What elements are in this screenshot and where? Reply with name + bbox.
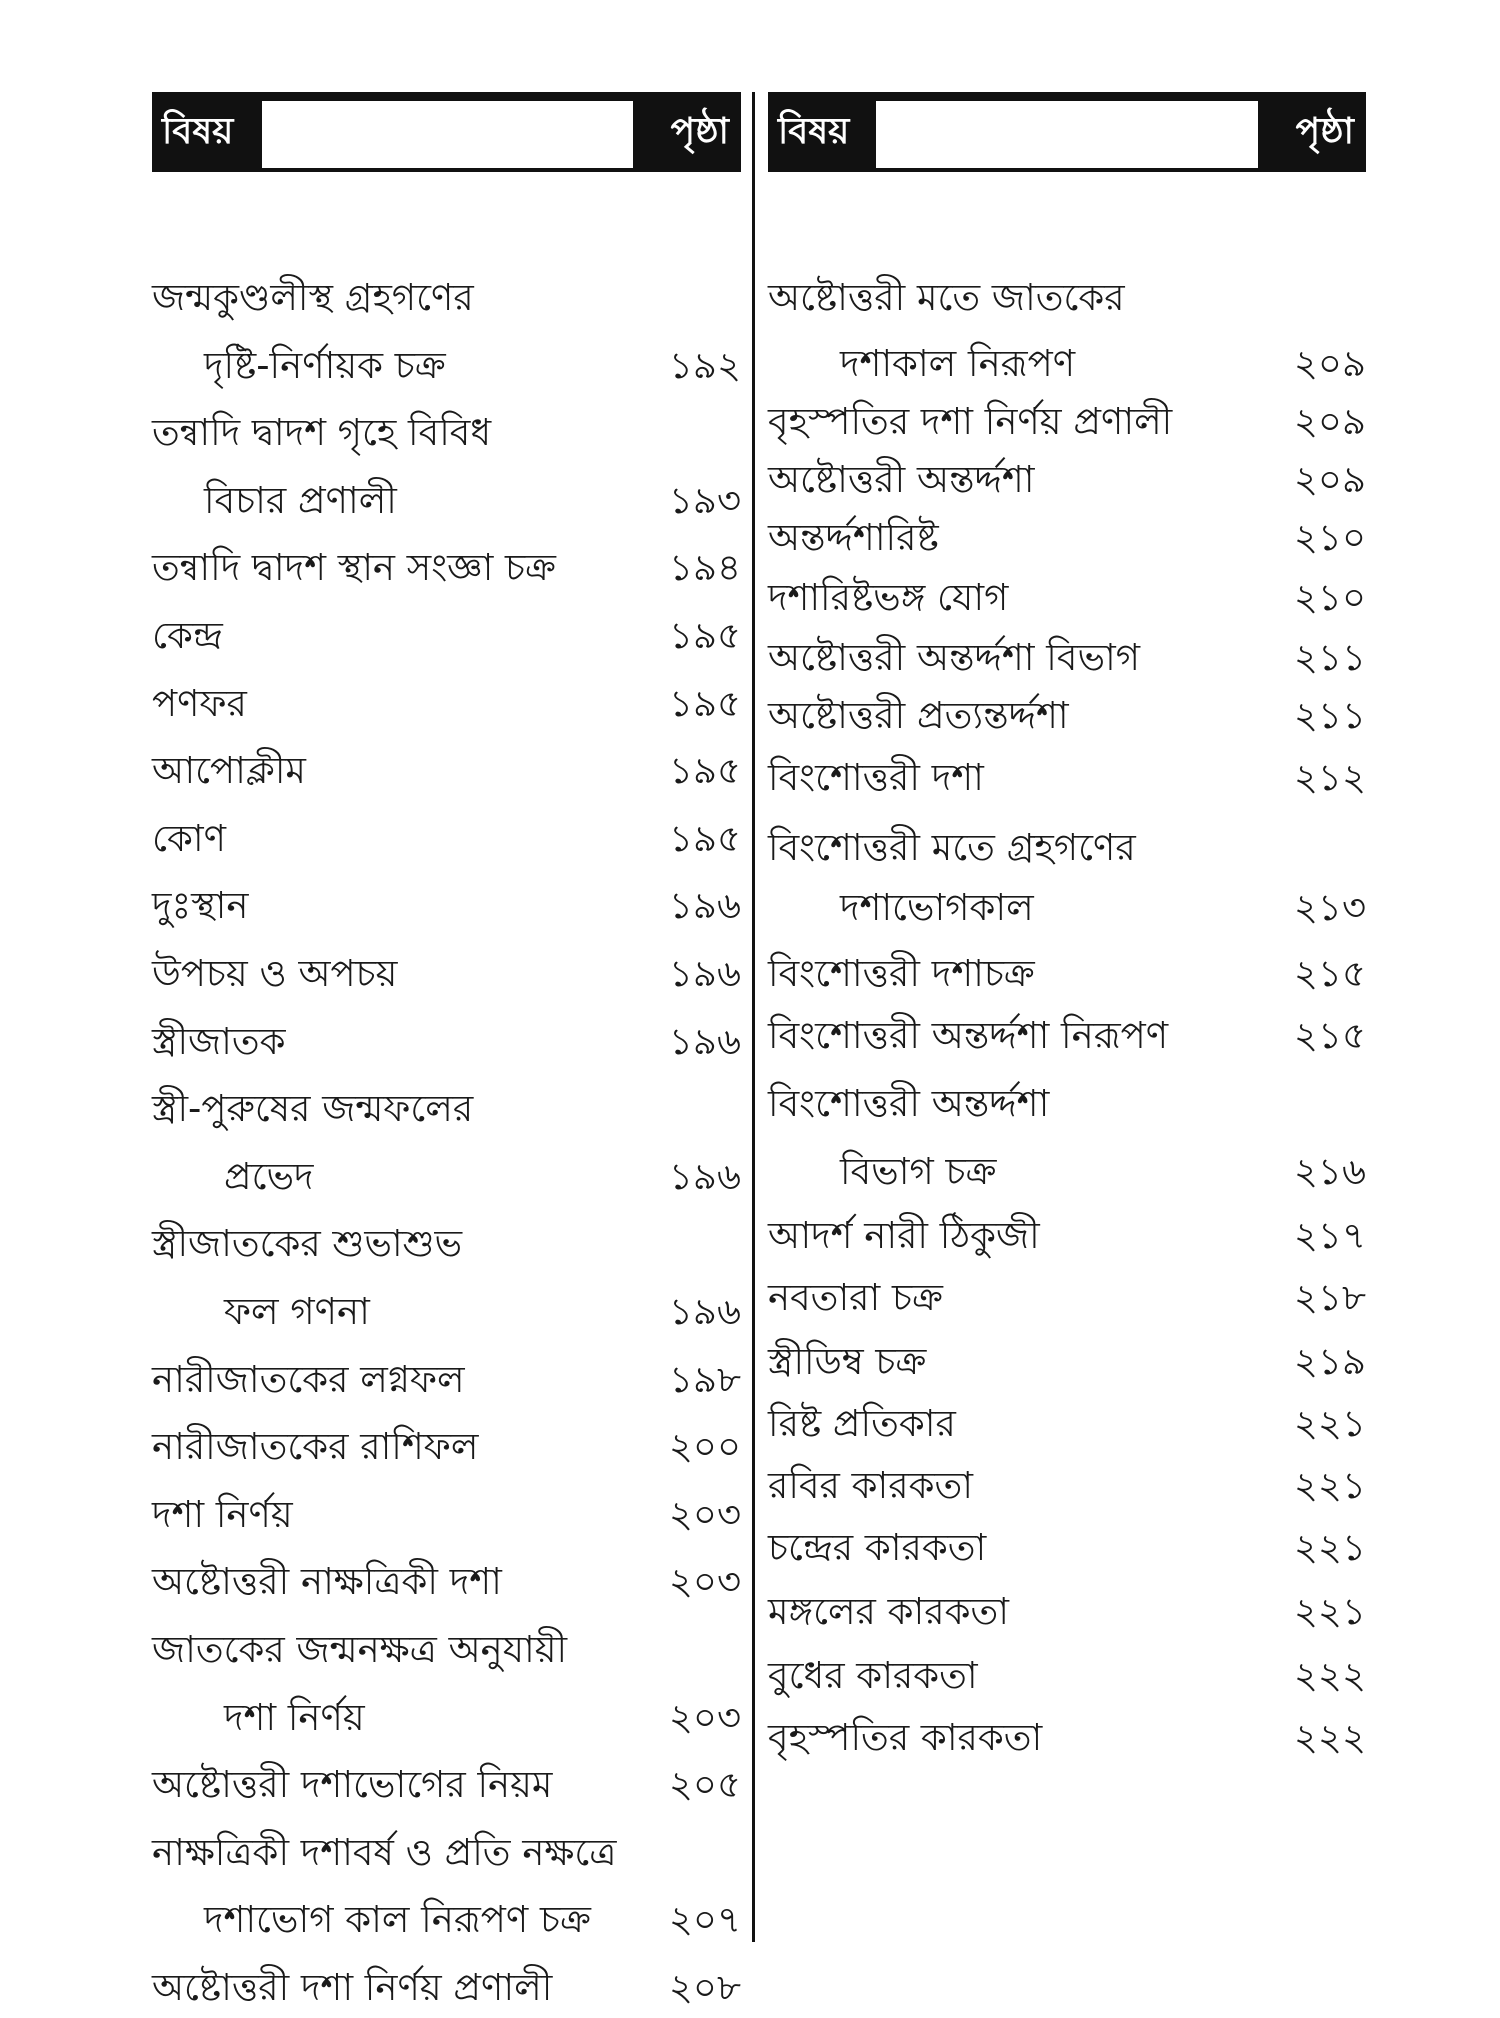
toc-entry — [152, 1890, 741, 1950]
toc-entry-page: ২০৭ — [668, 1898, 741, 1942]
toc-entry-title: বিংশোত্তরী দশা — [768, 756, 984, 799]
toc-entry — [152, 1620, 741, 1680]
toc-entry-title: দশাকাল নিরূপণ — [840, 342, 1076, 385]
toc-entry-title: রিষ্ট প্রতিকার — [768, 1402, 956, 1445]
toc-entry-page: ২১১ — [1293, 694, 1366, 737]
toc-entry — [768, 392, 1366, 452]
toc-entry-title: কেন্দ্র — [152, 614, 223, 657]
toc-entry — [152, 1823, 741, 1883]
toc-entry — [152, 403, 741, 463]
toc-header-right — [768, 92, 1366, 172]
toc-entry-page: ২১০ — [1293, 516, 1366, 559]
toc-entry-title: পণফর — [152, 681, 247, 725]
toc-entry-title: বৃহস্পতির কারকতা — [768, 1716, 1043, 1759]
toc-entry-title: অন্তর্দ্দশারিষ্ট — [768, 516, 939, 559]
toc-entry-title: অষ্টোত্তরী অন্তর্দ্দশা — [768, 458, 1035, 501]
toc-entry — [768, 1394, 1366, 1454]
toc-entry-title: বিভাগ চক্র — [840, 1150, 997, 1193]
subject-heading: বিষয় — [778, 111, 850, 152]
toc-entry — [152, 674, 741, 734]
toc-entry — [152, 1417, 741, 1477]
toc-entry — [768, 1268, 1366, 1328]
toc-entry-title: স্ত্রীজাতকের শুভাশুভ — [152, 1222, 463, 1266]
toc-entry-title: নবতারা চক্র — [768, 1276, 943, 1319]
toc-entry-page: ২০৩ — [668, 1695, 741, 1739]
toc-entry-title: বিচার প্রণালী — [204, 478, 397, 522]
toc-entry-page: ১৯৫ — [668, 749, 741, 793]
toc-entry — [768, 686, 1366, 746]
toc-entry-page: ১৯৮ — [668, 1357, 741, 1401]
toc-entry-title: দৃষ্টি-নির্ণায়ক চক্র — [204, 343, 446, 387]
toc-entry-title: নারীজাতকের রাশিফল — [152, 1425, 479, 1469]
toc-entry-title: তন্বাদি দ্বাদশ স্থান সংজ্ঞা চক্র — [152, 546, 556, 590]
toc-entry — [152, 1282, 741, 1342]
toc-entry-title: নারীজাতকের লগ্নফল — [152, 1357, 465, 1401]
toc-entry-page: ২১৫ — [1293, 1014, 1366, 1057]
toc-entry — [152, 1688, 741, 1748]
toc-entry-title: অষ্টোত্তরী দশা নির্ণয় প্রণালী — [152, 1966, 553, 2009]
toc-entry-title: অষ্টোত্তরী অন্তর্দ্দশা বিভাগ — [768, 636, 1141, 679]
toc-entry-page: ১৯৩ — [668, 478, 741, 522]
toc-entry-page: ২২১ — [1293, 1590, 1366, 1633]
toc-entry-title: দশা নির্ণয় — [152, 1492, 293, 1536]
toc-entry — [152, 1552, 741, 1612]
toc-entry-title: উপচয় ও অপচয় — [152, 952, 398, 995]
header-blank-box — [262, 101, 636, 168]
toc-entry-page: ২০৯ — [1293, 342, 1366, 385]
toc-entry-page: ২১৫ — [1293, 952, 1366, 995]
toc-entry — [152, 471, 741, 531]
toc-entry-title: বিংশোত্তরী মতে গ্রহগণের — [768, 826, 1136, 869]
toc-entry-title: বুধের কারকতা — [768, 1654, 978, 1697]
toc-entry-page: ২১৩ — [1293, 886, 1366, 929]
toc-entry — [768, 748, 1366, 808]
toc-entry — [152, 1214, 741, 1274]
toc-entry-page: ১৯৬ — [668, 884, 741, 928]
toc-entry — [152, 741, 741, 801]
toc-entry-page: ২০৯ — [1293, 458, 1366, 501]
toc-entry-page: ২২১ — [1293, 1526, 1366, 1569]
toc-entry-title: কোণ — [152, 816, 227, 860]
toc-entry-title: মঙ্গলের কারকতা — [768, 1590, 1009, 1633]
toc-entry-title: ফল গণনা — [224, 1290, 370, 1333]
toc-entry-title: রবির কারকতা — [768, 1464, 973, 1507]
toc-entry — [768, 1518, 1366, 1578]
toc-entry — [152, 1350, 741, 1410]
toc-entry-title: প্রভেদ — [224, 1154, 314, 1198]
toc-entry — [152, 538, 741, 598]
toc-entry-page: ২০৫ — [668, 1763, 741, 1807]
toc-entry — [768, 1142, 1366, 1202]
toc-entry-title: তন্বাদি দ্বাদশ গৃহে বিবিধ — [152, 411, 492, 455]
toc-entry — [768, 1646, 1366, 1706]
toc-entry — [768, 1332, 1366, 1392]
header-blank-box — [876, 101, 1261, 168]
toc-entry-page: ১৯৫ — [668, 614, 741, 657]
toc-entry-page: ২২১ — [1293, 1402, 1366, 1445]
toc-entry-page: ১৯৬ — [668, 1154, 741, 1198]
toc-entry — [152, 336, 741, 396]
toc-entry — [152, 1485, 741, 1545]
toc-entry — [768, 268, 1366, 328]
toc-entry — [768, 1582, 1366, 1642]
toc-entry — [152, 1012, 741, 1072]
toc-entry-title: নাক্ষত্রিকী দশাবর্ষ ও প্রতি নক্ষত্রে — [152, 1830, 617, 1874]
toc-entry-page: ২০৯ — [1293, 400, 1366, 443]
toc-entry-page: ২১৬ — [1293, 1150, 1366, 1193]
toc-entry-page: ২১৮ — [1293, 1276, 1366, 1319]
toc-entry — [768, 334, 1366, 394]
toc-entry — [768, 628, 1366, 688]
toc-entry — [152, 1958, 741, 2018]
toc-entry-page: ২২২ — [1293, 1716, 1366, 1759]
toc-entry-title: দশা নির্ণয় — [224, 1695, 365, 1739]
toc-entry — [152, 809, 741, 869]
toc-entry-title: অষ্টোত্তরী নাক্ষত্রিকী দশা — [152, 1560, 502, 1604]
toc-entry-title: চন্দ্রের কারকতা — [768, 1526, 987, 1569]
toc-entry-title: বিংশোত্তরী অন্তর্দ্দশা — [768, 1082, 1050, 1125]
toc-right-column — [768, 92, 1366, 1759]
toc-entry-page: ১৯৬ — [668, 1290, 741, 1333]
toc-entry-title: অষ্টোত্তরী প্রত্যন্তর্দ্দশা — [768, 694, 1069, 737]
toc-entry-title: স্ত্রী-পুরুষের জন্মফলের — [152, 1087, 474, 1131]
column-divider — [752, 92, 755, 1942]
toc-entry-title: আপোক্লীম — [152, 749, 306, 793]
toc-entry-title: বৃহস্পতির দশা নির্ণয় প্রণালী — [768, 400, 1173, 443]
toc-entry-title: আদর্শ নারী ঠিকুজী — [768, 1214, 1040, 1257]
toc-entry-title: বিংশোত্তরী দশাচক্র — [768, 952, 1035, 995]
toc-entry — [768, 1456, 1366, 1516]
toc-entry-page: ২১৯ — [1293, 1340, 1366, 1383]
toc-entry-page: ২২১ — [1293, 1464, 1366, 1507]
toc-entry-page: ১৯৫ — [668, 681, 741, 725]
toc-entry — [768, 1006, 1366, 1066]
toc-entry-title: জন্মকুণ্ডলীস্থ গ্রহগণের — [152, 276, 474, 319]
toc-entry-page: ১৯৫ — [668, 816, 741, 860]
toc-entry — [152, 876, 741, 936]
toc-entry — [768, 1708, 1366, 1768]
toc-left-column — [152, 92, 741, 2009]
toc-entry — [768, 450, 1366, 510]
subject-heading: বিষয় — [162, 111, 234, 152]
toc-entry — [768, 1206, 1366, 1266]
toc-entry-page: ২০৮ — [668, 1966, 741, 2009]
toc-entry — [768, 508, 1366, 568]
toc-entry-page: ২১২ — [1293, 756, 1366, 799]
toc-entry — [768, 818, 1366, 878]
toc-entry — [152, 1079, 741, 1139]
toc-entry-page: ১৯৬ — [668, 1019, 741, 1063]
toc-entry-page: ২০৩ — [668, 1560, 741, 1604]
toc-entry-title: অষ্টোত্তরী মতে জাতকের — [768, 276, 1125, 319]
toc-entry-title: বিংশোত্তরী অন্তর্দ্দশা নিরূপণ — [768, 1014, 1169, 1057]
toc-entry-title: অষ্টোত্তরী দশাভোগের নিয়ম — [152, 1763, 553, 1807]
toc-entry-page: ২১০ — [1293, 576, 1366, 619]
toc-entry-page: ২১১ — [1293, 636, 1366, 679]
toc-entry-title: স্ত্রীজাতক — [152, 1019, 286, 1063]
toc-entry-page: ২০০ — [668, 1425, 741, 1469]
toc-entry — [768, 1074, 1366, 1134]
page-heading: পৃষ্ঠা — [1295, 111, 1354, 152]
toc-entry-title: দুঃস্থান — [152, 884, 249, 928]
toc-entry-page: ২০৩ — [668, 1492, 741, 1536]
toc-entry-page: ১৯৬ — [668, 952, 741, 995]
toc-entry-title: দশাভোগকাল — [840, 886, 1034, 929]
toc-entry-page: ১৯২ — [668, 343, 741, 387]
toc-entry — [152, 1755, 741, 1815]
toc-entry — [152, 1147, 741, 1207]
toc-entry-title: জাতকের জন্মনক্ষত্র অনুযায়ী — [152, 1628, 568, 1671]
toc-entry — [152, 944, 741, 1004]
toc-entry — [152, 268, 741, 328]
toc-entry — [768, 944, 1366, 1004]
toc-entry-page: ১৯৪ — [668, 546, 741, 590]
toc-entry — [152, 606, 741, 666]
toc-entry-title: দশারিষ্টভঙ্গ যোগ — [768, 576, 1009, 619]
toc-entry-page: ২২২ — [1293, 1654, 1366, 1697]
toc-entry-title: স্ত্রীডিম্ব চক্র — [768, 1340, 927, 1383]
toc-entry-title: দশাভোগ কাল নিরূপণ চক্র — [204, 1898, 591, 1942]
toc-header-left — [152, 92, 741, 172]
page-heading: পৃষ্ঠা — [670, 111, 729, 152]
toc-entry-page: ২১৭ — [1293, 1214, 1366, 1257]
toc-entry — [768, 878, 1366, 938]
toc-entry — [768, 568, 1366, 628]
